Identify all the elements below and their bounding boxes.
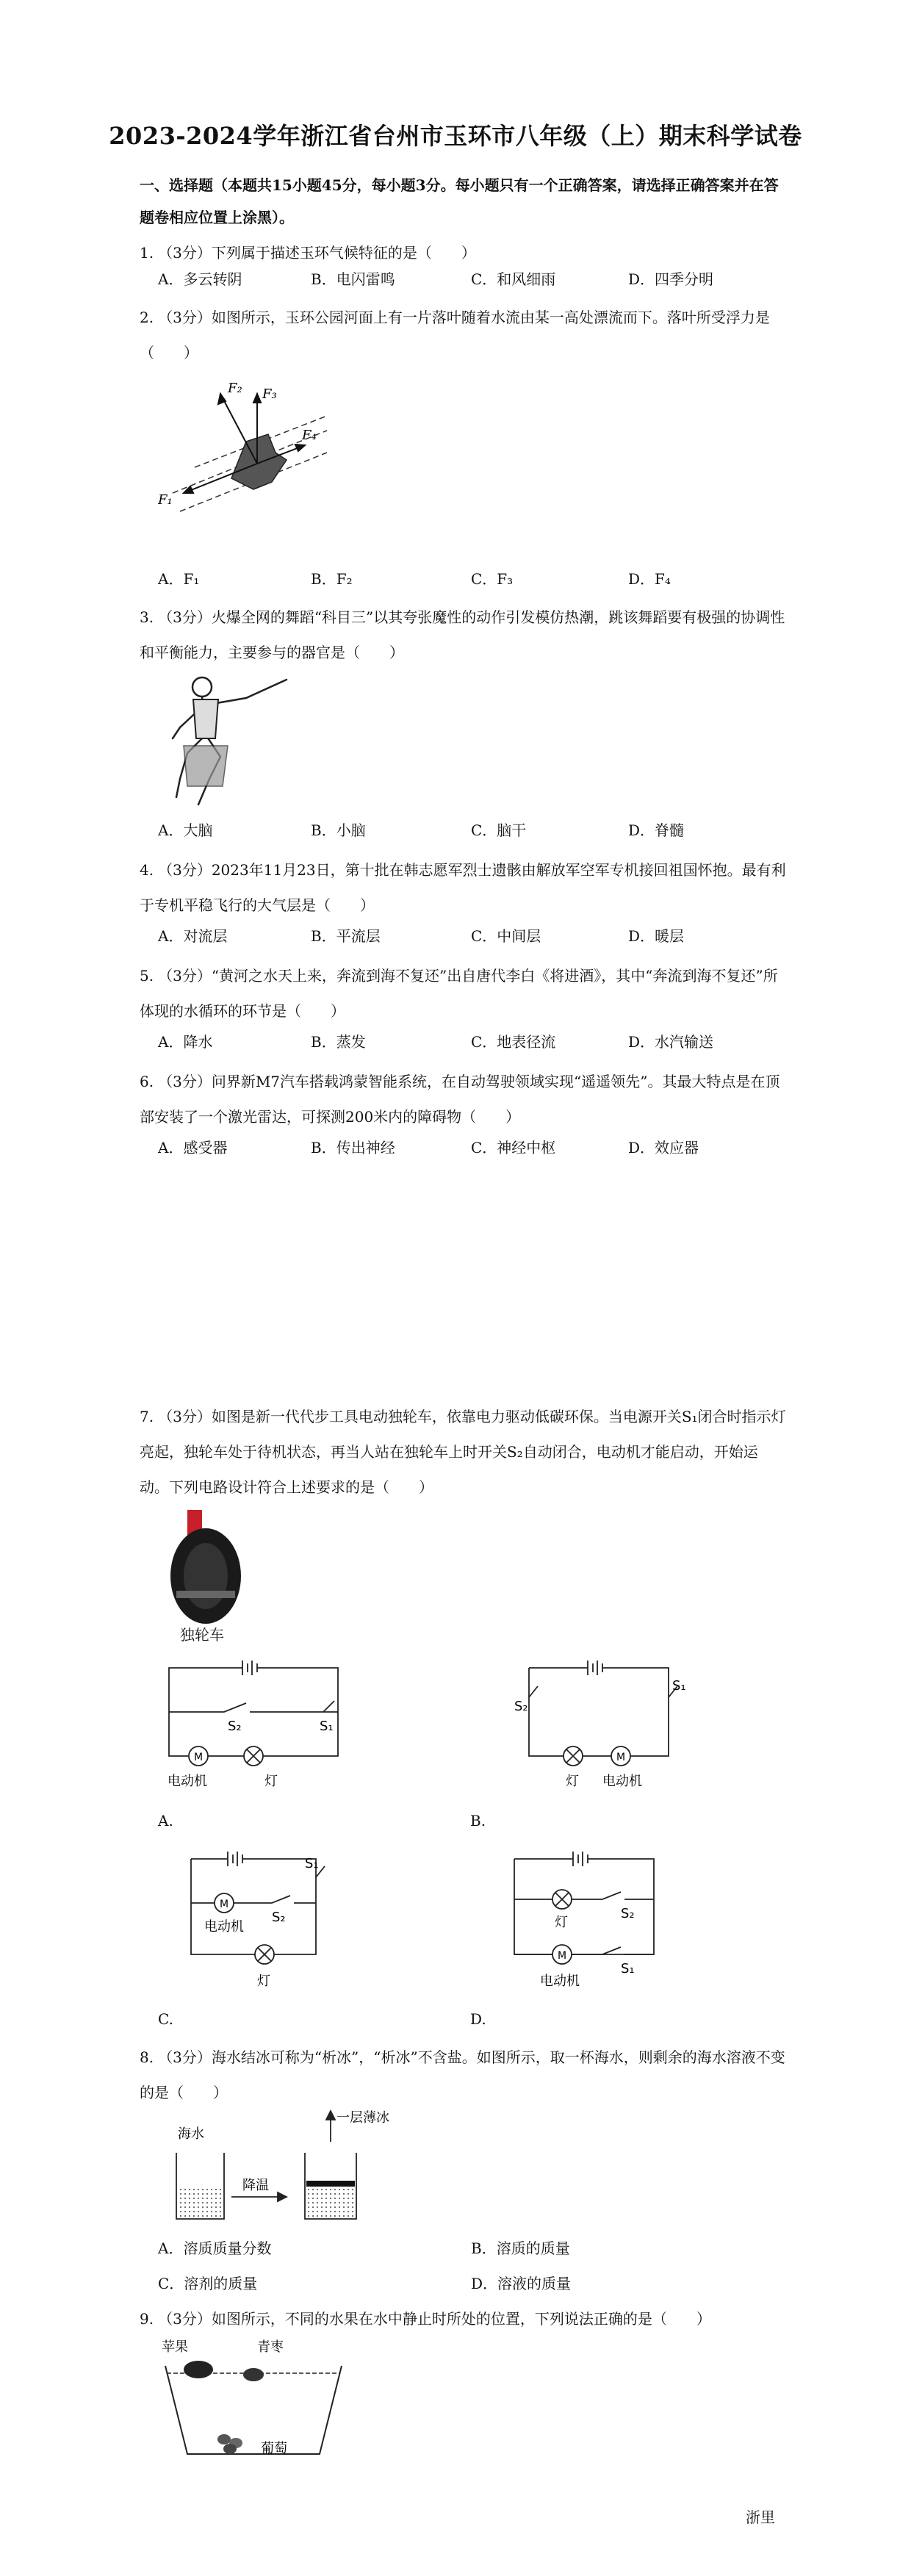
question-6: 6. （3分）问界新M7汽车搭载鸿蒙智能系统，在自动驾驶领域实现“遥遥领先”。其最大特点是在顶部安装了一个激光雷达，可探测200米内的障碍物（ ）	[140, 1073, 780, 1126]
option[interactable]: D．四季分明	[628, 270, 714, 288]
circuit-a	[154, 1653, 360, 1800]
options-q1	[158, 267, 790, 297]
question-4: 4. （3分）2023年11月23日，第十批在韩志愿军烈士遗骸由解放军空军专机接回祖国怀抱。最有利于专机平稳飞行的大气层是（ ）	[140, 861, 786, 914]
question-7: 7. （3分）如图是新一代代步工具电动独轮车，依靠电力驱动低碳环保。当电源开关S₁闭合时指示灯亮起，独轮车处于待机状态，再当人站在独轮车上时开关S₂自动闭合，电动机才能启动，开始运动。下列电路设计符合上述要求的是（ ）	[140, 1408, 786, 1496]
unicycle-figure	[162, 1506, 257, 1646]
question-5: 5. （3分）“黄河之水天上来，奔流到海不复还”出自唐代李白《将进酒》，其中“奔流到海不复还”所体现的水循环的环节是（ ）	[140, 967, 778, 1020]
motor-symbol: M	[558, 1950, 567, 1962]
option[interactable]: A．降水	[158, 1033, 213, 1051]
option[interactable]: A．F₁	[158, 570, 200, 588]
switch-s2-label: S₂	[272, 1910, 286, 1925]
page-title: 2023-2024学年浙江省台州市玉环市八年级（上）期末科学试卷	[109, 122, 802, 150]
force-label-f1: F₁	[158, 492, 173, 508]
option[interactable]: A．对流层	[158, 927, 228, 945]
switch-s1-label: S₁	[621, 1961, 635, 1976]
motor-symbol: M	[194, 1752, 204, 1763]
option-a-letter[interactable]: A.	[158, 1812, 173, 1830]
jujube-label: 青枣	[257, 2339, 284, 2355]
motor-symbol: M	[616, 1752, 626, 1763]
options-q5	[158, 1030, 790, 1059]
option[interactable]: A．溶质质量分数	[158, 2239, 272, 2257]
option-c-letter[interactable]: C.	[158, 2010, 173, 2028]
grape-label: 葡萄	[261, 2441, 287, 2456]
option[interactable]: D．水汽输送	[628, 1033, 714, 1051]
force-label-f4: F₄	[302, 428, 317, 443]
page-footer: 浙里	[746, 2508, 775, 2526]
question-8: 8. （3分）海水结冰可称为“析冰”，“析冰”不含盐。如图所示，取一杯海水，则剩余的海水溶液不变的是（ ）	[140, 2048, 785, 2101]
motor-label: 电动机	[204, 1919, 244, 1935]
force-label-f2: F₂	[228, 381, 242, 396]
switch-s1-label: S₁	[305, 1856, 319, 1871]
ice-label: 一层薄冰	[336, 2110, 389, 2126]
seawater-label: 海水	[178, 2126, 204, 2142]
option[interactable]: D．脊髓	[628, 821, 685, 839]
option[interactable]: C．F₃	[471, 570, 514, 588]
fruit-figure	[158, 2336, 364, 2461]
motor-label: 电动机	[540, 1974, 580, 1989]
option[interactable]: C．中间层	[471, 927, 541, 945]
dancer-figure	[158, 669, 305, 816]
option-d-letter[interactable]: D.	[470, 2010, 486, 2028]
option[interactable]: D．效应器	[628, 1139, 699, 1156]
options-q3	[158, 819, 790, 848]
cooling-label: 降温	[242, 2178, 269, 2193]
question-9: 9. （3分）如图所示，不同的水果在水中静止时所处的位置，下列说法正确的是（ ）	[140, 2310, 711, 2328]
option[interactable]: C．溶剂的质量	[158, 2275, 258, 2292]
option[interactable]: B．溶质的质量	[471, 2239, 570, 2257]
option[interactable]: B．蒸发	[311, 1033, 366, 1051]
option[interactable]: C．和风细雨	[471, 270, 556, 288]
option[interactable]: A．多云转阴	[158, 270, 242, 288]
option[interactable]: B．平流层	[311, 927, 381, 945]
options-q2	[158, 567, 790, 597]
lamp-label: 灯	[555, 1915, 568, 1930]
option[interactable]: B．传出神经	[311, 1139, 395, 1156]
question-2: 2. （3分）如图所示，玉环公园河面上有一片落叶随着水流由某一高处漂流而下。落叶所受浮力是（ ）	[140, 309, 770, 361]
option[interactable]: B．小脑	[311, 821, 366, 839]
motor-label: 电动机	[168, 1774, 207, 1789]
switch-s2-label: S₂	[621, 1906, 635, 1921]
circuit-c	[154, 1844, 360, 1998]
options-q4	[158, 924, 790, 954]
option[interactable]: D．溶液的质量	[471, 2275, 572, 2292]
option[interactable]: C．脑干	[471, 821, 527, 839]
option[interactable]: B．F₂	[311, 570, 353, 588]
switch-s1-label: S₁	[320, 1719, 334, 1734]
lamp-label: 灯	[566, 1774, 579, 1789]
option[interactable]: D．暖层	[628, 927, 685, 945]
lamp-label: 灯	[264, 1774, 278, 1789]
unicycle-label: 独轮车	[180, 1626, 224, 1644]
option[interactable]: D．F₄	[628, 570, 671, 588]
motor-label: 电动机	[602, 1774, 642, 1789]
switch-s1-label: S₁	[672, 1678, 686, 1694]
switch-s2-label: S₂	[514, 1699, 528, 1714]
circuit-d	[500, 1844, 705, 1998]
motor-symbol: M	[220, 1899, 229, 1910]
apple-label: 苹果	[162, 2339, 188, 2355]
option[interactable]: A．感受器	[158, 1139, 228, 1156]
leaf-force-figure	[158, 372, 349, 519]
options-q8-row1	[158, 2237, 790, 2266]
lamp-label: 灯	[257, 1974, 270, 1989]
options-q6	[158, 1136, 790, 1165]
circuit-b	[514, 1653, 720, 1800]
option[interactable]: C．神经中枢	[471, 1139, 556, 1156]
option[interactable]: B．电闪雷鸣	[311, 270, 395, 288]
sea-ice-figure	[162, 2109, 389, 2226]
options-q8-row2	[158, 2272, 790, 2301]
option[interactable]: C．地表径流	[471, 1033, 556, 1051]
option[interactable]: A．大脑	[158, 821, 213, 839]
question-3: 3. （3分）火爆全网的舞蹈“科目三”以其夸张魔性的动作引发模仿热潮，跳该舞蹈要有极强的协调性和平衡能力，主要参与的器官是（ ）	[140, 608, 785, 661]
option-b-letter[interactable]: B.	[470, 1812, 486, 1830]
switch-s2-label: S₂	[228, 1719, 242, 1734]
force-label-f3: F₃	[262, 386, 277, 402]
section-heading: 一、选择题（本题共15小题45分，每小题3分。每小题只有一个正确答案，请选择正确答案并在答题卷相应位置上涂黑）。	[140, 176, 779, 226]
question-1: 1. （3分）下列属于描述玉环气候特征的是（ ）	[140, 244, 476, 262]
